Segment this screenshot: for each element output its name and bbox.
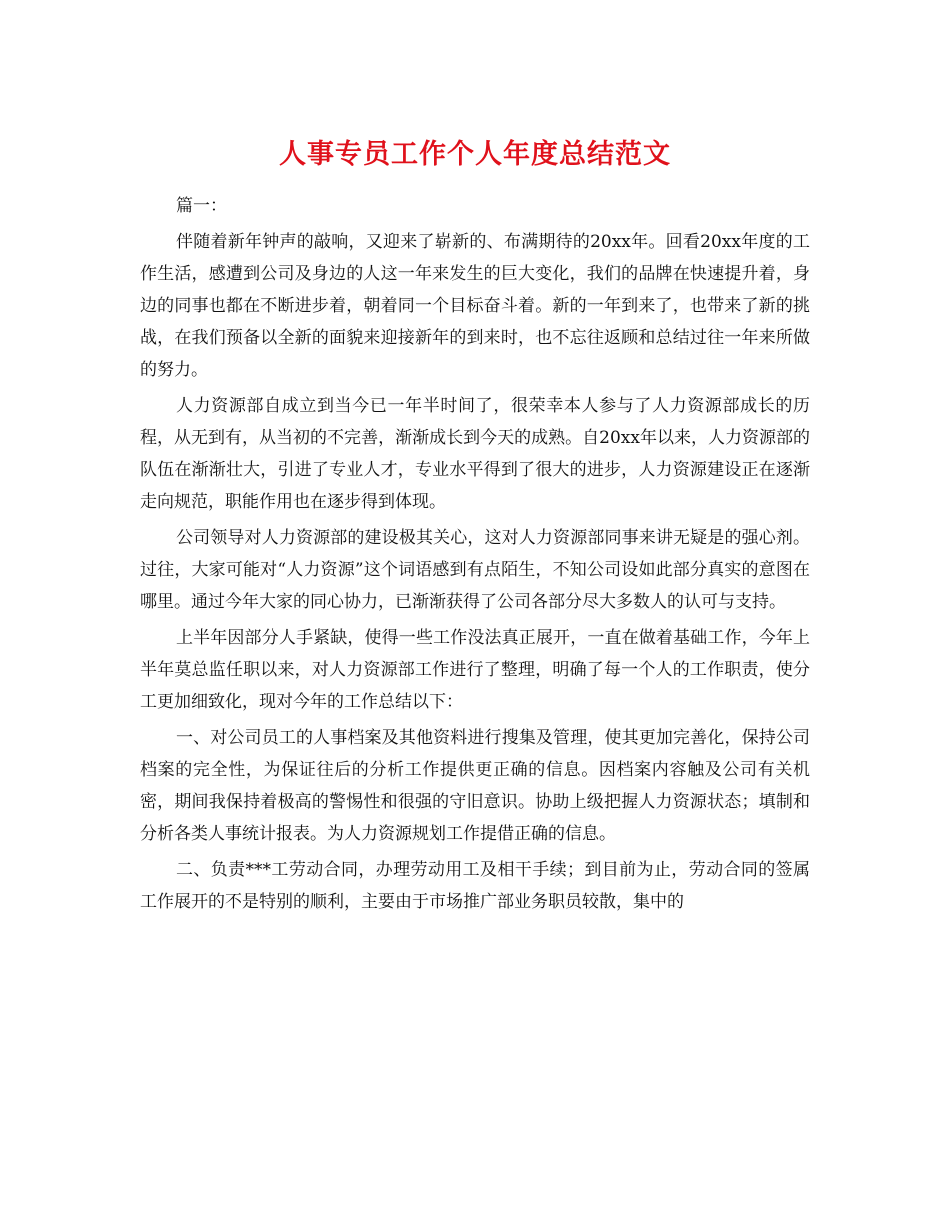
document-title: 人事专员工作个人年度总结范文 [279,139,671,170]
document-body [140,190,810,918]
paragraph-1: 伴随着新年钟声的敲响，又迎来了崭新的、布满期待的20xx年。回看20xx年度的工作生活，感遭到公司及身边的人这一年来发生的巨大变化，我们的品牌在快速提升着，身边的同事也都在不断进步着，朝着同一个目标奋斗着。新的一年到来了，也带来了新的挑战，在我们预备以全新的面貌来迎接新年的到来时，也不忘往返顾和总结过往一年来所做的努力。 [140,232,810,380]
paragraph-2: 人力资源部自成立到当今已一年半时间了，很荣幸本人参与了人力资源部成长的历程，从无到有，从当初的不完善，渐渐成长到今天的成熟。自20xx年以来，人力资源部的队伍在渐渐壮大，引进了专业人才，专业水平得到了很大的进步，人力资源建设正在逐渐走向规范，职能作用也在逐步得到体现。 [140,396,810,512]
paragraph-3: 公司领导对人力资源部的建设极其关心，这对人力资源部同事来讲无疑是的强心剂。过往，大家可能对“人力资源”这个词语感到有点陌生，不知公司设如此部分真实的意图在哪里。通过今年大家的同心协力，已渐渐获得了公司各部分尽大多数人的认可与支持。 [140,528,810,612]
paragraph-6: 二、负责***工劳动合同，办理劳动用工及相干手续；到目前为止，劳动合同的签属工作展开的不是特别的顺利，主要由于市场推广部业务职员较散，集中的 [140,860,810,912]
paragraph-4: 上半年因部分人手紧缺，使得一些工作没法真正展开，一直在做着基础工作，今年上半年莫总监任职以来，对人力资源部工作进行了整理，明确了每一个人的工作职责，使分工更加细致化，现对今年的工作总结以下： [140,628,810,712]
section-heading: 篇一： [176,196,227,216]
paragraph-5: 一、对公司员工的人事档案及其他资料进行搜集及管理，使其更加完善化，保持公司档案的完全性，为保证往后的分析工作提供更正确的信息。因档案内容触及公司有关机密，期间我保持着极高的警惕性和很强的守旧意识。协助上级把握人力资源状态；填制和分析各类人事统计报表。为人力资源规划工作提借正确的信息。 [140,728,810,844]
